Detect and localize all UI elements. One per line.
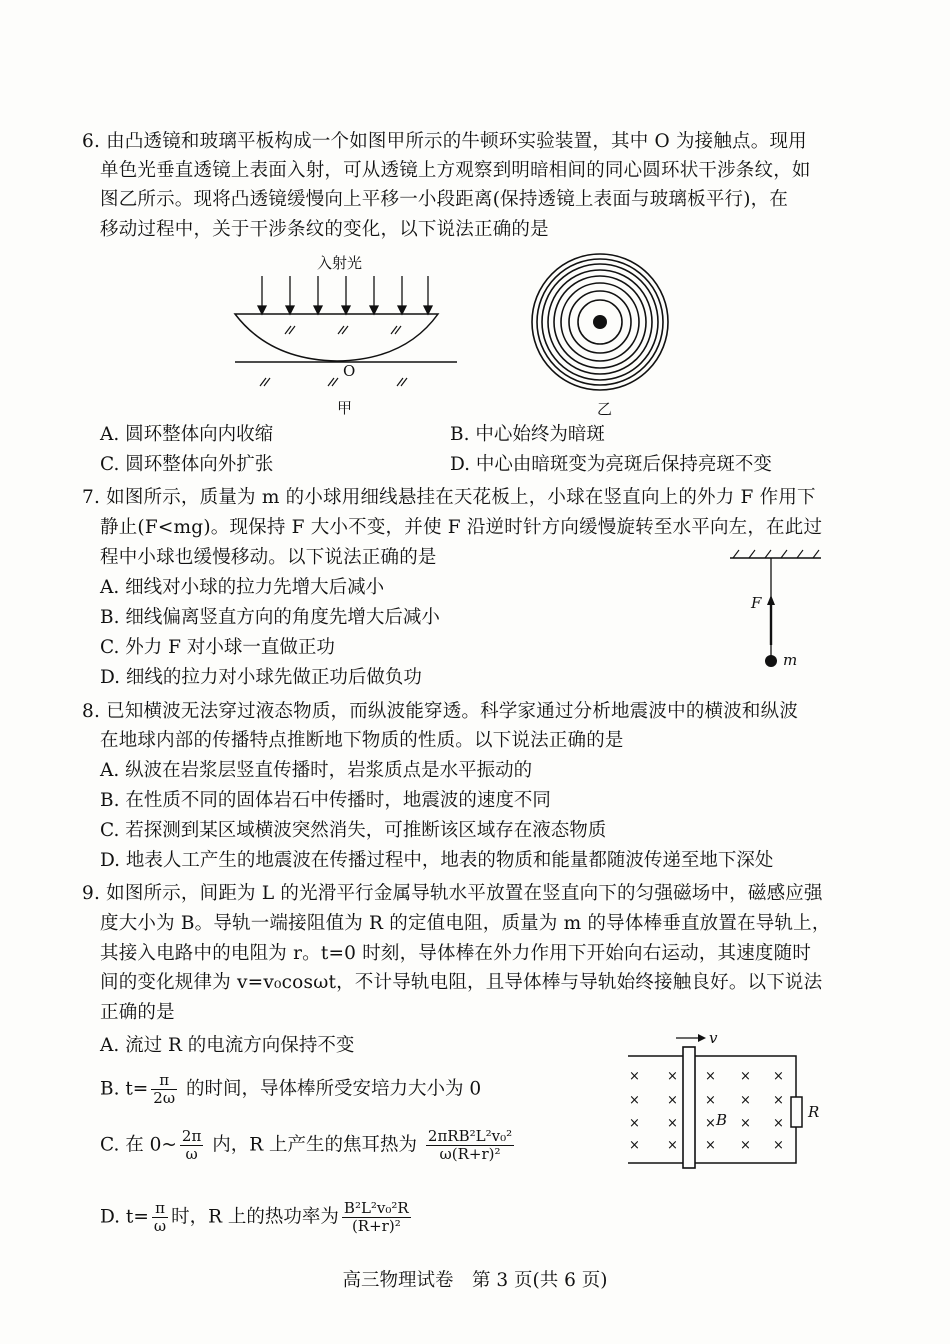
- svg-text:×: ×: [740, 1138, 751, 1153]
- force-arrowhead: [767, 595, 775, 605]
- q6-line-2: 单色光垂直透镜上表面入射，可从透镜上方观察到明暗相间的同心圆环状干涉条纹，如: [100, 160, 811, 181]
- svg-text:×: ×: [667, 1093, 678, 1108]
- hanging-ball-figure: [725, 545, 830, 675]
- q9-line-2: 度大小为 B。导轨一端接阻值为 R 的定值电阻，质量为 m 的导体棒垂直放置在导轨上，: [100, 913, 831, 934]
- velocity-arrowhead: [698, 1034, 706, 1042]
- fraction-numerator: 2πRB²L²v₀²: [427, 1127, 513, 1145]
- svg-text:×: ×: [705, 1069, 716, 1084]
- svg-text:×: ×: [740, 1069, 751, 1084]
- newton-ring-apparatus-figure: [225, 248, 465, 418]
- fraction-numerator: π: [151, 1072, 177, 1090]
- q9-option-c: [100, 1128, 517, 1163]
- magnetic-field-crosses: [629, 1069, 784, 1153]
- q6-line-1: 6. 由凸透镜和玻璃平板构成一个如图甲所示的牛顿环实验装置，其中 O 为接触点。现用: [82, 131, 807, 152]
- incident-light-label: 入射光: [317, 254, 363, 272]
- q9-option-d: [100, 1200, 414, 1235]
- svg-text:×: ×: [705, 1138, 716, 1153]
- q6-line-3: 图乙所示。现将凸透镜缓慢向上平移一小段距离(保持透镜上表面与玻璃板平行)，在: [100, 189, 789, 210]
- q7-option-d: D. 细线的拉力对小球先做正功后做负功: [100, 667, 422, 688]
- fraction-denominator: ω(R+r)²: [439, 1145, 501, 1163]
- q8-line-2: 在地球内部的传播特点推断地下物质的性质。以下说法正确的是: [100, 730, 624, 751]
- svg-text:×: ×: [740, 1093, 751, 1108]
- q9-option-d-fraction-2: [342, 1200, 411, 1235]
- figure-jia-caption: 甲: [337, 399, 353, 417]
- svg-text:×: ×: [667, 1116, 678, 1131]
- svg-text:×: ×: [773, 1069, 784, 1084]
- q8-line-1: 8. 已知横波无法穿过液态物质，而纵波能穿透。科学家通过分析地震波中的横波和纵波: [82, 701, 799, 722]
- q8-option-c: C. 若探测到某区域横波突然消失，可推断该区域存在液态物质: [100, 820, 607, 841]
- q7-line-1: 7. 如图所示，质量为 m 的小球用细线悬挂在天花板上，小球在竖直向上的外力 F 作用下: [82, 487, 816, 508]
- page-footer: 高三物理试卷 第 3 页(共 6 页): [342, 1270, 608, 1291]
- convex-lens: [235, 314, 438, 361]
- svg-text:×: ×: [705, 1093, 716, 1108]
- q9-line-4: 间的变化规律为 v=v₀cosωt，不计导轨电阻，且导体棒与导轨始终接触良好。以下说法: [100, 972, 823, 993]
- q7-option-c: C. 外力 F 对小球一直做正功: [100, 637, 335, 658]
- svg-text:×: ×: [629, 1069, 640, 1084]
- contact-point-label: O: [343, 362, 356, 380]
- mass-label: m: [783, 651, 798, 669]
- q9-option-c-pre: C. 在 0~: [100, 1134, 177, 1156]
- q9-option-b-fraction: [151, 1072, 177, 1107]
- fraction-numerator: 2π: [181, 1127, 202, 1145]
- q9-line-5: 正确的是: [100, 1002, 175, 1023]
- q7-line-2: 静止(F<mg)。现保持 F 大小不变，并使 F 沿逆时针方向缓慢旋转至水平向左，在此过: [100, 517, 823, 538]
- resistor-label: R: [808, 1103, 820, 1121]
- center-dark-spot: [593, 315, 607, 329]
- q7-option-a: A. 细线对小球的拉力先增大后减小: [100, 577, 385, 598]
- svg-text:×: ×: [773, 1093, 784, 1108]
- glass-hatch-marks: [260, 326, 407, 386]
- svg-text:×: ×: [629, 1093, 640, 1108]
- fraction-numerator: π: [152, 1200, 168, 1218]
- fraction-denominator: (R+r)²: [351, 1217, 401, 1235]
- resistor-r: [791, 1097, 802, 1127]
- svg-text:×: ×: [705, 1116, 716, 1131]
- force-label: F: [751, 594, 762, 612]
- q9-option-c-mid: 内，R 上产生的焦耳热为: [206, 1134, 423, 1156]
- q9-option-a: A. 流过 R 的电流方向保持不变: [100, 1035, 355, 1056]
- q9-option-b-post: 的时间，导体棒所受安培力大小为 0: [180, 1078, 482, 1100]
- q9-option-d-pre: D. t=: [100, 1206, 149, 1228]
- q7-line-3: 程中小球也缓慢移动。以下说法正确的是: [100, 547, 437, 568]
- figure-yi-caption: 乙: [597, 400, 613, 418]
- q8-option-d: D. 地表人工产生的地震波在传播过程中，地表的物质和能量都随波传递至地下深处: [100, 850, 774, 871]
- q7-option-b: B. 细线偏离竖直方向的角度先增大后减小: [100, 607, 440, 628]
- svg-text:×: ×: [773, 1138, 784, 1153]
- q6-option-d: D. 中心由暗斑变为亮斑后保持亮斑不变: [450, 454, 772, 475]
- rail-circuit-figure: [620, 1025, 830, 1175]
- q6-option-c: C. 圆环整体向外扩张: [100, 454, 274, 475]
- conductor-rod: [683, 1047, 695, 1168]
- svg-text:×: ×: [667, 1138, 678, 1153]
- svg-text:×: ×: [740, 1116, 751, 1131]
- fraction-denominator: ω: [185, 1145, 198, 1163]
- velocity-label: v: [709, 1029, 718, 1047]
- fraction-denominator: 2ω: [153, 1089, 176, 1107]
- q9-option-c-fraction-2: [426, 1128, 514, 1163]
- q6-line-4: 移动过程中，关于干涉条纹的变化，以下说法正确的是: [100, 219, 549, 240]
- q9-line-1: 9. 如图所示，间距为 L 的光滑平行金属导轨水平放置在竖直向下的匀强磁场中，磁感应强: [82, 883, 823, 904]
- q9-option-d-fraction-1: [152, 1200, 168, 1235]
- q8-option-b: B. 在性质不同的固体岩石中传播时，地震波的速度不同: [100, 790, 551, 811]
- ball: [765, 655, 777, 667]
- q9-option-c-fraction-1: [180, 1128, 203, 1163]
- svg-text:×: ×: [629, 1138, 640, 1153]
- ceiling-hatch: [733, 550, 819, 558]
- q8-option-a: A. 纵波在岩浆层竖直传播时，岩浆质点是水平振动的: [100, 760, 533, 781]
- q9-option-b: [100, 1072, 481, 1107]
- fraction-numerator: B²L²v₀²R: [343, 1199, 409, 1217]
- incident-light-arrows: [258, 276, 432, 314]
- svg-text:×: ×: [629, 1116, 640, 1131]
- fraction-denominator: ω: [153, 1217, 167, 1235]
- q9-line-3: 其接入电路中的电阻为 r。t=0 时刻，导体棒在外力作用下开始向右运动，其速度随时: [100, 943, 812, 964]
- svg-text:×: ×: [667, 1069, 678, 1084]
- svg-text:×: ×: [773, 1116, 784, 1131]
- field-label: B: [716, 1111, 728, 1129]
- q9-option-b-pre: B. t=: [100, 1078, 149, 1100]
- q9-option-d-mid: 时，R 上的热功率为: [171, 1206, 339, 1228]
- q6-option-a: A. 圆环整体向内收缩: [100, 424, 274, 445]
- q6-option-b: B. 中心始终为暗斑: [450, 424, 605, 445]
- interference-rings-figure: [525, 252, 675, 418]
